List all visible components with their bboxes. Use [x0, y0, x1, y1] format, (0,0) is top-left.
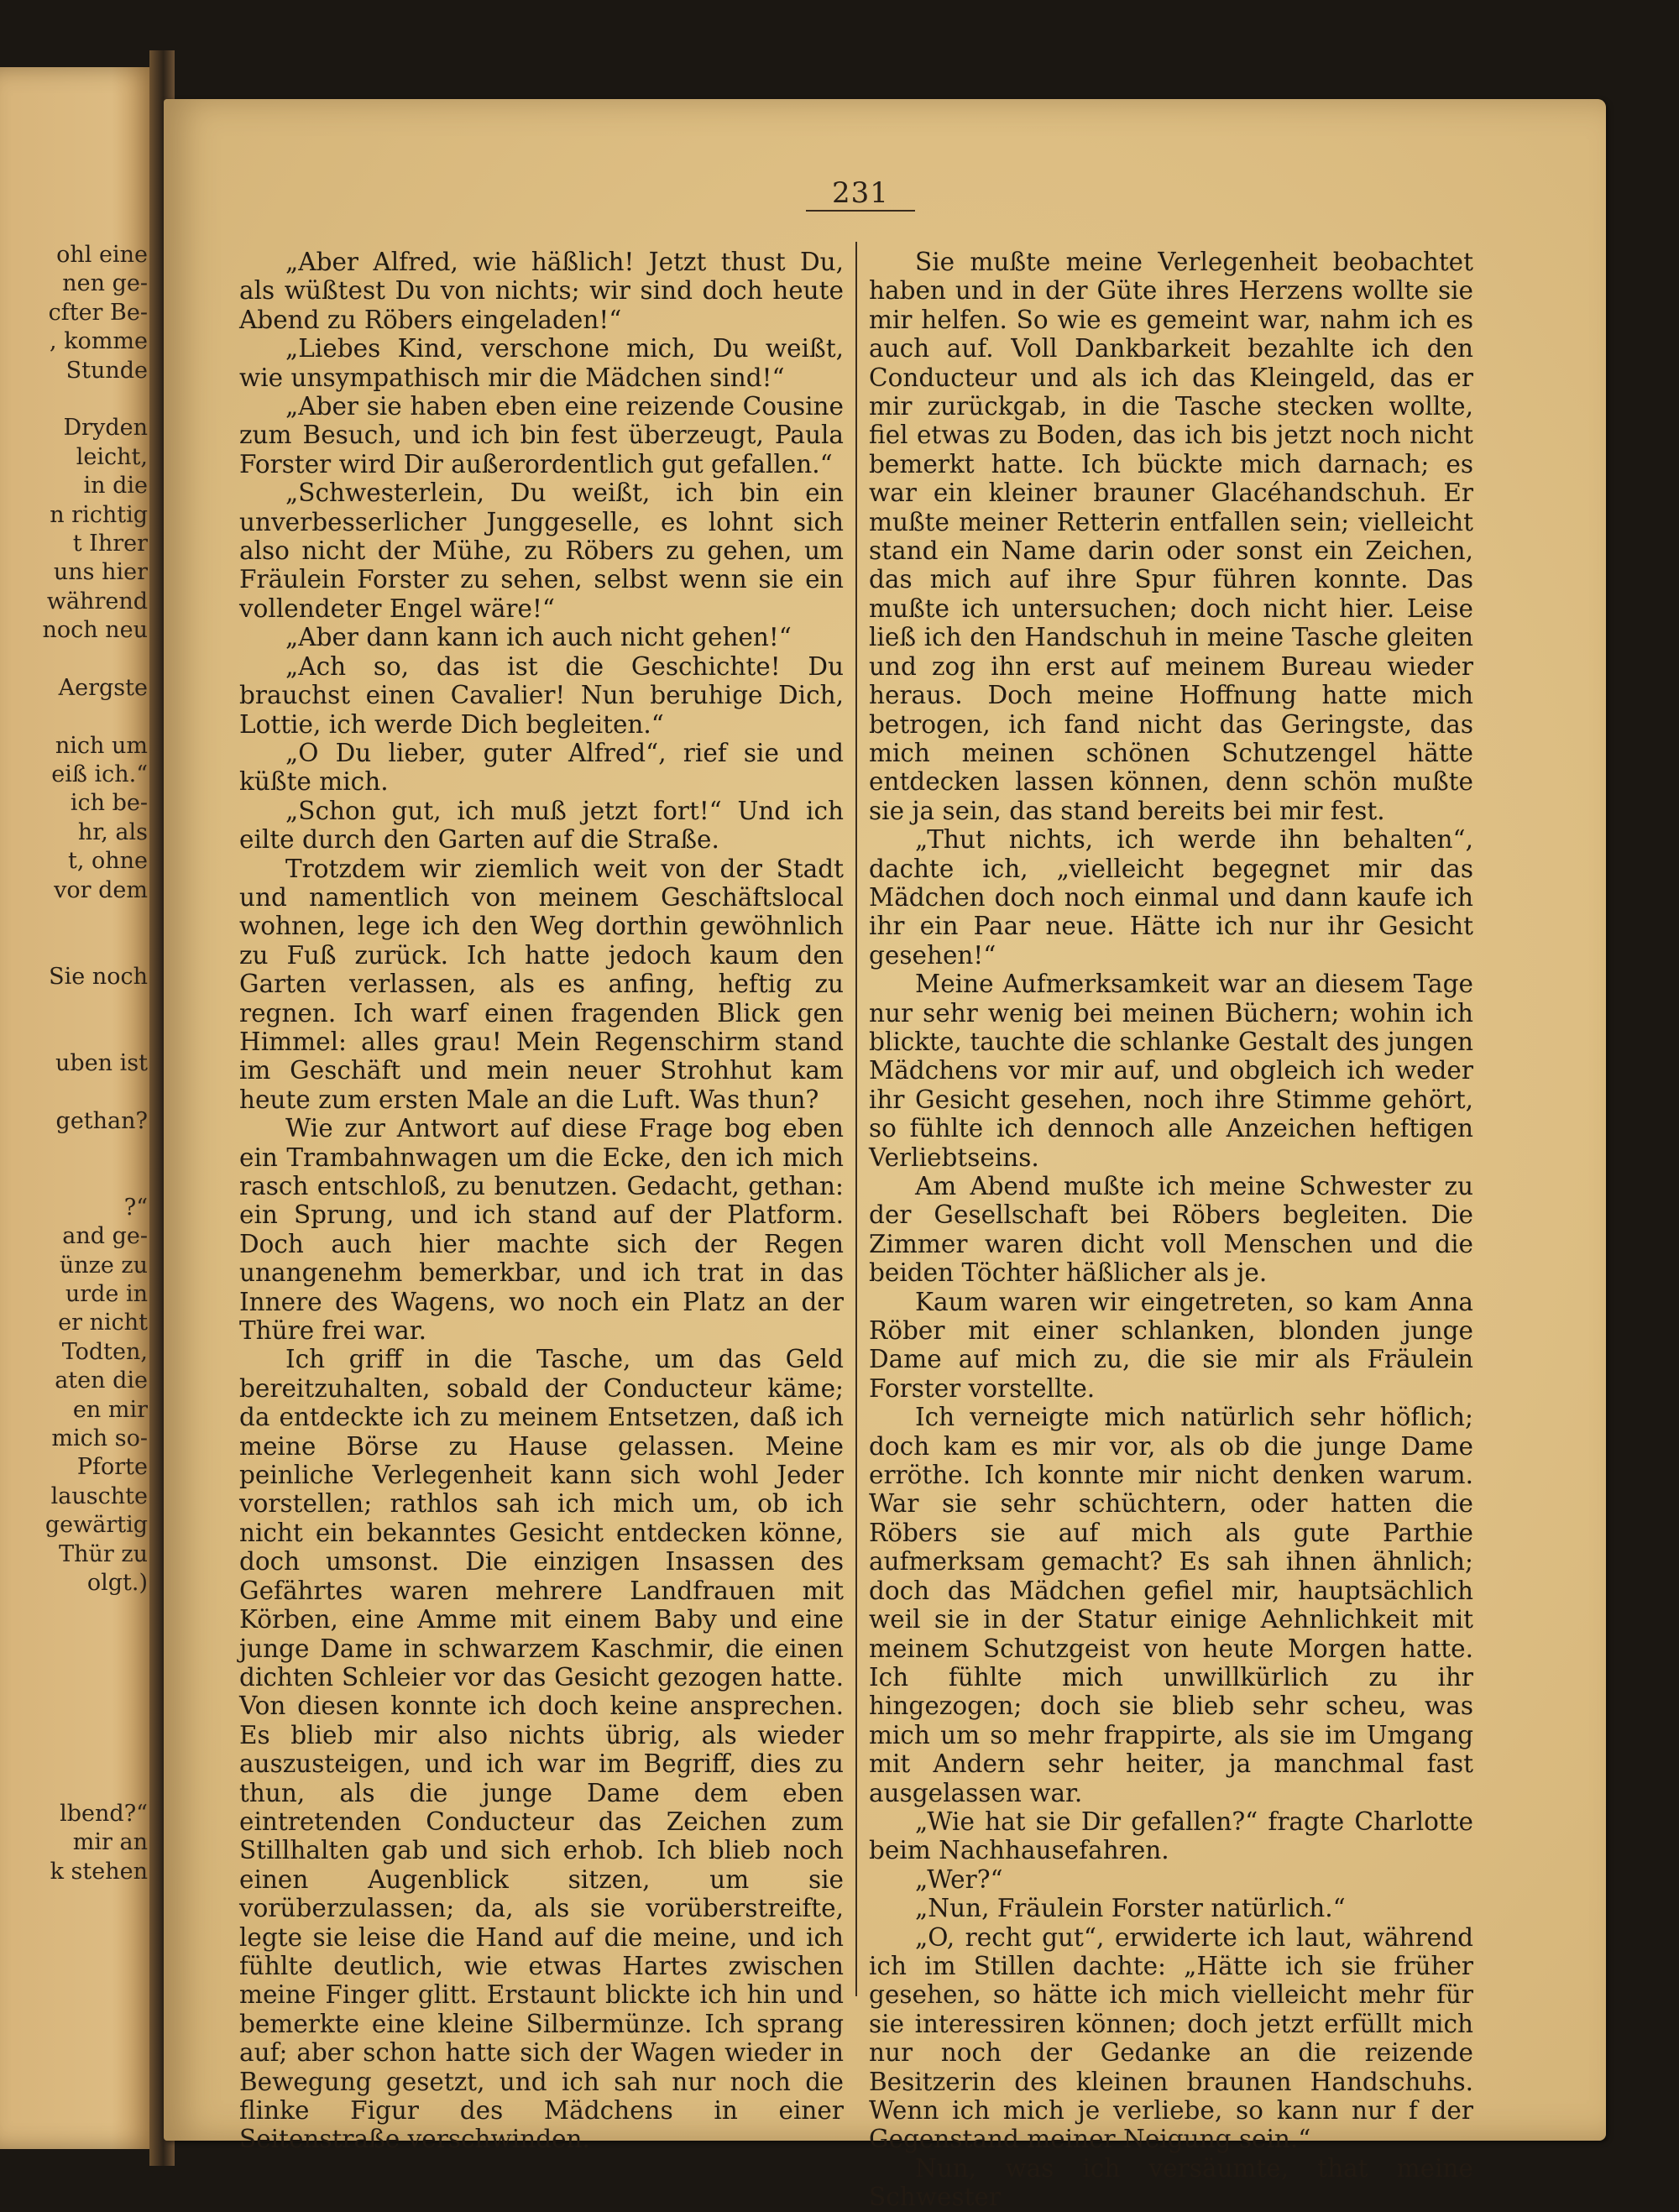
edge-line: mir an: [72, 1829, 148, 1856]
page-number-rule: [806, 210, 915, 212]
edge-line: [7, 1136, 148, 1164]
paragraph: „Aber Alfred, wie häßlich! Jetzt thust Du, als wüßtest Du von nichts; wir sind doch heute Abend zu Röbers eingeladen!“: [239, 248, 844, 334]
edge-line: Pforte: [76, 1454, 148, 1481]
edge-line: Sie noch: [49, 963, 148, 990]
paragraph: „Schwesterlein, Du weißt, ich bin ein unverbesserlicher Junggeselle, es lohnt sich also nicht der Mühe, zu Röbers zu gehen, um Fräulein Forster zu sehen, selbst wenn sie ein vollendeter Engel wäre!“: [239, 478, 844, 623]
edge-line: ?“: [123, 1194, 148, 1221]
edge-line: t, ohne: [67, 848, 148, 875]
edge-line: nich um: [55, 732, 148, 759]
edge-line: Todten,: [61, 1338, 148, 1365]
edge-line: urde in: [65, 1281, 148, 1308]
edge-line: Dryden: [63, 415, 148, 442]
paragraph: „Liebes Kind, verschone mich, Du weißt, wie unsympathisch mir die Mädchen sind!“: [239, 334, 844, 392]
edge-line: ich be-: [70, 790, 148, 817]
paragraph: „Schon gut, ich muß jetzt fort!“ Und ich eilte durch den Garten auf die Straße.: [239, 796, 844, 855]
edge-line: lbend?“: [60, 1801, 148, 1828]
edge-line: Stunde: [65, 357, 148, 384]
edge-line: [7, 1078, 148, 1106]
edge-line: [7, 1655, 148, 1684]
paragraph: Nun, was ich versäumte, that meine Schwester: [869, 2153, 1473, 2212]
edge-line: aten die: [55, 1367, 148, 1394]
left-text-column: [239, 248, 844, 2154]
edge-line: [7, 645, 148, 673]
paragraph: „Aber dann kann ich auch nicht gehen!“: [285, 623, 792, 652]
edge-line: er nicht: [58, 1310, 148, 1336]
edge-line: gethan?: [55, 1107, 148, 1134]
edge-line: [7, 385, 148, 414]
edge-line: [7, 1685, 148, 1713]
edge-line: k stehen: [50, 1858, 148, 1885]
edge-line: n richtig: [50, 501, 148, 528]
edge-line: [7, 1627, 148, 1655]
edge-line: [7, 991, 148, 1020]
edge-line: [7, 1598, 148, 1626]
edge-line: vor dem: [54, 876, 148, 903]
edge-line: lauschte: [50, 1483, 148, 1509]
edge-line: [7, 1165, 148, 1194]
edge-line: [7, 1771, 148, 1800]
edge-line: , komme: [50, 328, 148, 355]
edge-line: leicht,: [76, 443, 148, 470]
edge-line: Thür zu: [59, 1540, 148, 1567]
edge-line: uben ist: [55, 1049, 148, 1076]
paragraph: „Aber sie haben eben eine reizende Cousine zum Besuch, und ich bin fest überzeugt, Paula Forster wird Dir außerordentlich gut gefallen.“: [239, 392, 844, 478]
paragraph: Ich griff in die Tasche, um das Geld bereitzuhalten, sobald der Conducteur käme; da entdeckte ich zu meinem Entsetzen, daß ich meine Börse zu Hause gelassen. Meine peinliche Verlegenheit kann sich wohl Jeder vorstellen; rathlos sah ich mich um, ob ich nicht ein bekanntes Gesicht entdecken könne, doch umsonst. Die einzigen Insassen des Gefährtes waren mehrere Landfrauen mit Körben, eine Amme mit einem Baby und eine junge Dame in schwarzem Kaschmir, die einen dichten Schleier vor das Gesicht gezogen hatte. Von diesen konnte ich doch keine ansprechen. Es blieb mir also nichts übrig, als wieder auszusteigen, und ich war im Begriff, dies zu thun, als die junge Dame dem eben eintretenden Conducteur das Zeichen zum Stillhalten gab und sich erhob. Ich blieb noch einen Augenblick sitzen, um sie vorüberzulassen; da, als sie vorüberstreifte, legte sie leise die Hand auf die meine, und ich fühlte deutlich, wie etwas Hartes zwischen meine Finger glitt. Erstaunt blickte ich hin und bemerkte eine kleine Silbermünze. Ich sprang auf; aber schon hatte sich der Wagen wieder in Bewegung gesetzt, und ich sah nur noch die flinke Figur des Mädchens in einer Seitenstraße verschwinden.: [239, 1345, 844, 2154]
edge-line: in die: [83, 473, 148, 499]
edge-line: noch neu: [42, 617, 148, 644]
column-divider: [855, 242, 857, 1996]
edge-line: [7, 1742, 148, 1770]
edge-line: and ge-: [62, 1223, 148, 1250]
edge-line: t Ihrer: [72, 530, 148, 557]
edge-line: [7, 1713, 148, 1742]
edge-line: [7, 1021, 148, 1049]
paragraph: Am Abend mußte ich meine Schwester zu der Gesellschaft bei Röbers begleiten. Die Zimmer waren dicht voll Menschen und die beiden Töchter häßlicher als je.: [869, 1172, 1473, 1288]
paragraph: Kaum waren wir eingetreten, so kam Anna Röber mit einer schlanken, blonden junge Dame auf mich zu, die sie mir als Fräulein Forster vorstellte.: [869, 1287, 1473, 1403]
paragraph: „O Du lieber, guter Alfred“, rief sie und küßte mich.: [239, 738, 844, 797]
paragraph: „Nun, Fräulein Forster natürlich.“: [915, 1894, 1346, 1923]
paragraph: „O, recht gut“, erwiderte ich laut, während ich im Stillen dachte: „Hätte ich sie früher gesehen, so hätte ich mich vielleicht mehr für sie interessiren können; doch jetzt erfüllt mich nur noch der Gedanke an die reizende Besitzerin des kleinen braunen Handschuhs. Wenn ich mich je verliebe, so kann nur f der Gegenstand meiner Neigung sein.“: [869, 1922, 1473, 2154]
right-text-column: [869, 248, 1473, 2212]
edge-line: ohl eine: [56, 242, 148, 268]
paragraph: Wie zur Antwort auf diese Frage bog eben ein Trambahnwagen um die Ecke, den ich mich rasch entschloß, zu benutzen. Gedacht, gethan: ein Sprung, und ich stand auf der Platform. Doch auch hier machte sich der Regen unangenehm bemerkbar, und ich trat in das Innere des Wagens, wo noch ein Platz an der Thüre frei war.: [239, 1114, 844, 1346]
page-number: 231: [832, 176, 889, 210]
left-page-text-fragments: [7, 241, 148, 1886]
paragraph: „Thut nichts, ich werde ihn behalten“, dachte ich, „vielleicht begegnet mir das Mädchen doch noch einmal und dann kaufe ich ihr ein Paar neue. Hätte ich nur ihr Gesicht gesehen!“: [869, 825, 1473, 970]
edge-line: während: [46, 588, 148, 614]
edge-line: olgt.): [86, 1569, 148, 1596]
paragraph: Meine Aufmerksamkeit war an diesem Tage nur sehr wenig bei meinen Büchern; wohin ich blickte, tauchte die schlanke Gestalt des jungen Mädchens vor mir auf, und obgleich ich weder ihr Gesicht gesehen, noch ihre Stimme gehört, so fühlte ich dennoch alle Anzeichen heftigen Verliebtseins.: [869, 970, 1473, 1172]
paragraph: „Wer?“: [915, 1864, 1003, 1894]
edge-line: en mir: [72, 1396, 148, 1423]
edge-line: [7, 905, 148, 933]
edge-line: [7, 703, 148, 731]
paragraph: Ich verneigte mich natürlich sehr höflich; doch kam es mir vor, als ob die junge Dame erröthe. Ich konnte mir nicht denken warum. War sie sehr schüchtern, oder hatten die Röbers sie auf mich als gute Parthie aufmerksam gemacht? Es sah ihnen ähnlich; doch das Mädchen gefiel mir, hauptsächlich weil sie in der Statur einige Aehnlichkeit mit meinem Schutzgeist von heute Morgen hatte. Ich fühlte mich unwillkürlich zu ihr hingezogen; doch sie blieb sehr scheu, was mich um so mehr frappirte, als sie im Umgang mit Andern sehr heiter, ja manchmal fast ausgelassen war.: [869, 1403, 1473, 1807]
paragraph: „Wie hat sie Dir gefallen?“ fragte Charlotte beim Nachhausefahren.: [869, 1807, 1473, 1865]
edge-line: uns hier: [53, 559, 148, 586]
paragraph: „Ach so, das ist die Geschichte! Du brauchst einen Cavalier! Nun beruhige Dich, Lottie, ich werde Dich begleiten.“: [239, 651, 844, 739]
edge-line: nen ge-: [62, 270, 148, 297]
edge-line: cfter Be-: [48, 299, 148, 326]
edge-line: mich so-: [51, 1425, 148, 1452]
paragraph: Sie mußte meine Verlegenheit beobachtet haben und in der Güte ihres Herzens wollte sie mir helfen. So wie es gemeint war, nahm ich es auch auf. Voll Dankbarkeit bezahlte ich den Conducteur und als ich das Kleingeld, das er mir zurückgab, in die Tasche stecken wollte, fiel etwas zu Boden, das ich bis jetzt noch nicht bemerkt hatte. Ich bückte mich darnach; es war ein kleiner brauner Glacéhandschuh. Er mußte meiner Retterin entfallen sein; vielleicht stand ein Name darin oder sonst ein Zeichen, das mich auf ihre Spur führen konnte. Das mußte ich untersuchen; doch nicht hier. Leise ließ ich den Handschuh in meine Tasche gleiten und zog ihn erst auf meinem Bureau wieder heraus. Doch meine Hoffnung hatte mich betrogen, ich fand nicht das Geringste, das mich meinen schönen Schutzengel hätte entdecken lassen können, denn schön mußte sie ja sein, das stand bereits bei mir fest.: [869, 248, 1473, 825]
edge-line: ünze zu: [59, 1252, 148, 1279]
edge-line: gewärtig: [44, 1512, 148, 1539]
edge-line: hr, als: [77, 818, 148, 845]
edge-line: eiß ich.“: [51, 761, 148, 788]
edge-line: Aergste: [58, 674, 148, 701]
edge-line: [7, 933, 148, 962]
paragraph: Trotzdem wir ziemlich weit von der Stadt und namentlich von meinem Geschäftslocal wohnen, lege ich den Weg dorthin gewöhnlich zu Fuß zurück. Ich hatte jedoch kaum den Garten verlassen, als es anfing, heftig zu regnen. Ich warf einen fragenden Blick gen Himmel: alles grau! Mein Regenschirm stand im Geschäft und mein neuer Strohhut kam heute zum ersten Male an die Luft. Was thun?: [239, 854, 844, 1114]
